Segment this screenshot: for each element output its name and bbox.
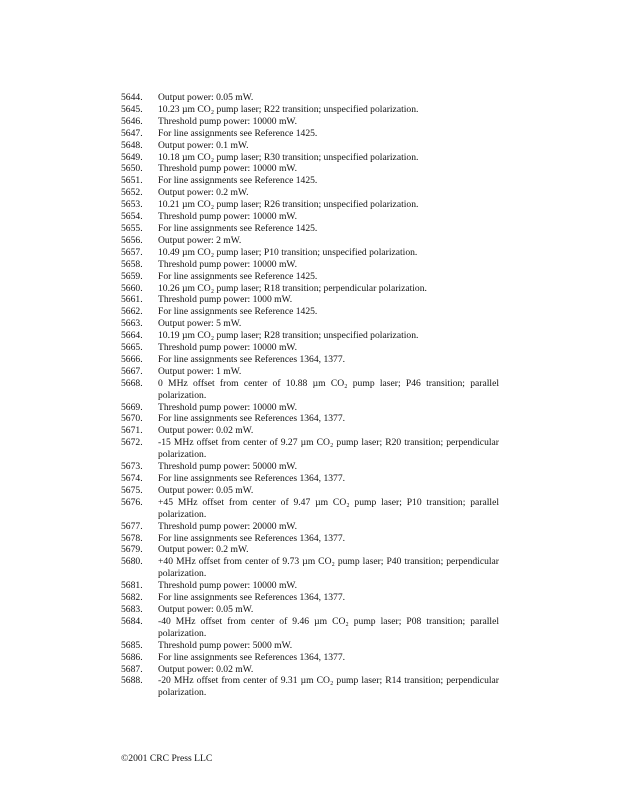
note-text: Output power: 0.2 mW. bbox=[158, 544, 249, 556]
note-text: 10.18 µm CO₂ pump laser; R30 transition; unspecified polarization. bbox=[158, 151, 419, 163]
note-text: Threshold pump power: 10000 mW. bbox=[158, 342, 298, 354]
list-item bbox=[121, 116, 499, 128]
list-item bbox=[121, 485, 499, 497]
list-item bbox=[121, 318, 499, 330]
note-text: Output power: 0.02 mW. bbox=[158, 425, 254, 437]
list-item bbox=[121, 223, 499, 235]
note-text: +45 MHz offset from center of 9.47 µm CO₂ pump laser; P10 transition; parallel polarization. bbox=[158, 496, 499, 520]
note-text: 10.26 µm CO₂ pump laser; R18 transition; perpendicular polarization. bbox=[158, 282, 427, 294]
note-number: 5663. bbox=[121, 318, 143, 330]
note-number: 5646. bbox=[121, 115, 143, 127]
note-number: 5658. bbox=[121, 258, 143, 270]
list-item bbox=[121, 521, 499, 533]
note-number: 5675. bbox=[121, 484, 143, 496]
list-item bbox=[121, 306, 499, 318]
note-text: For line assignments see References 1364, 1377. bbox=[158, 532, 346, 544]
note-number: 5679. bbox=[121, 544, 143, 556]
note-number: 5644. bbox=[121, 92, 143, 103]
note-number: 5683. bbox=[121, 603, 143, 615]
list-item bbox=[121, 128, 499, 140]
note-text: Output power: 0.05 mW. bbox=[158, 484, 254, 496]
list-item bbox=[121, 366, 499, 378]
list-item bbox=[121, 187, 499, 199]
note-number: 5670. bbox=[121, 413, 143, 425]
list-item bbox=[121, 461, 499, 473]
note-number: 5664. bbox=[121, 330, 143, 342]
note-text: For line assignments see Reference 1425. bbox=[158, 127, 318, 139]
note-text: For line assignments see References 1364, 1377. bbox=[158, 353, 346, 365]
note-number: 5647. bbox=[121, 127, 143, 139]
note-text: For line assignments see References 1364, 1377. bbox=[158, 473, 346, 484]
note-text: -15 MHz offset from center of 9.27 µm CO₂ pump laser; R20 transition; perpendicular polarization. bbox=[158, 437, 499, 461]
note-number: 5686. bbox=[121, 651, 143, 663]
list-item bbox=[121, 604, 499, 616]
note-number: 5687. bbox=[121, 663, 143, 675]
list-item bbox=[121, 211, 499, 223]
note-number: 5652. bbox=[121, 187, 143, 199]
note-number: 5681. bbox=[121, 580, 143, 592]
note-text: For line assignments see References 1364, 1377. bbox=[158, 592, 346, 604]
note-text: +40 MHz offset from center of 9.73 µm CO₂ pump laser; P40 transition; perpendicular polarization. bbox=[158, 556, 499, 580]
list-item bbox=[121, 402, 499, 414]
list-item bbox=[121, 413, 499, 425]
note-number: 5678. bbox=[121, 532, 143, 544]
note-number: 5649. bbox=[121, 151, 143, 163]
note-number: 5654. bbox=[121, 211, 143, 223]
note-text: Threshold pump power: 10000 mW. bbox=[158, 401, 298, 413]
list-item bbox=[121, 342, 499, 354]
note-text: Output power: 0.05 mW. bbox=[158, 603, 254, 615]
note-number: 5685. bbox=[121, 639, 143, 651]
note-text: For line assignments see Reference 1425. bbox=[158, 306, 318, 318]
list-item bbox=[121, 152, 499, 164]
note-text: 10.21 µm CO₂ pump laser; R26 transition; unspecified polarization. bbox=[158, 199, 419, 211]
note-text: Output power: 0.2 mW. bbox=[158, 187, 249, 199]
list-item bbox=[121, 294, 499, 306]
note-text: For line assignments see References 1364, 1377. bbox=[158, 651, 346, 663]
note-number: 5666. bbox=[121, 353, 143, 365]
note-number: 5651. bbox=[121, 175, 143, 187]
note-text: Threshold pump power: 10000 mW. bbox=[158, 163, 298, 175]
note-text: 0 MHz offset from center of 10.88 µm CO₂ pump laser; P46 transition; parallel polarization. bbox=[158, 377, 499, 401]
note-number: 5661. bbox=[121, 294, 143, 306]
list-item bbox=[121, 378, 499, 402]
note-text: Output power: 1 mW. bbox=[158, 365, 242, 377]
list-item bbox=[121, 580, 499, 592]
note-text: Threshold pump power: 5000 mW. bbox=[158, 639, 293, 651]
note-number: 5659. bbox=[121, 270, 143, 282]
note-number: 5665. bbox=[121, 342, 143, 354]
list-item bbox=[121, 675, 499, 699]
note-text: Threshold pump power: 1000 mW. bbox=[158, 294, 293, 306]
list-item bbox=[121, 199, 499, 211]
list-item bbox=[121, 283, 499, 295]
list-item bbox=[121, 104, 499, 116]
note-text: For line assignments see Reference 1425. bbox=[158, 175, 318, 187]
note-number: 5653. bbox=[121, 199, 143, 211]
list-item bbox=[121, 533, 499, 545]
note-text: For line assignments see References 1364, 1377. bbox=[158, 413, 346, 425]
note-number: 5645. bbox=[121, 103, 143, 115]
note-number: 5684. bbox=[121, 615, 143, 627]
note-text: Output power: 2 mW. bbox=[158, 234, 242, 246]
list-item bbox=[121, 592, 499, 604]
note-number: 5648. bbox=[121, 139, 143, 151]
note-text: -20 MHz offset from center of 9.31 µm CO₂ pump laser; R14 transition; perpendicular polarization. bbox=[158, 675, 499, 699]
note-number: 5656. bbox=[121, 234, 143, 246]
note-number: 5667. bbox=[121, 365, 143, 377]
note-number: 5673. bbox=[121, 461, 143, 473]
note-text: Threshold pump power: 10000 mW. bbox=[158, 258, 298, 270]
note-number: 5677. bbox=[121, 520, 143, 532]
list-item bbox=[121, 640, 499, 652]
list-item bbox=[121, 354, 499, 366]
list-item bbox=[121, 497, 499, 521]
note-text: Threshold pump power: 10000 mW. bbox=[158, 211, 298, 223]
list-item bbox=[121, 556, 499, 580]
note-text: For line assignments see Reference 1425. bbox=[158, 270, 318, 282]
list-item bbox=[121, 437, 499, 461]
note-number: 5662. bbox=[121, 306, 143, 318]
list-item bbox=[121, 92, 499, 104]
note-text: Threshold pump power: 50000 mW. bbox=[158, 461, 298, 473]
list-item bbox=[121, 473, 499, 485]
note-text: Output power: 0.05 mW. bbox=[158, 92, 254, 103]
note-number: 5676. bbox=[121, 496, 143, 508]
note-text: Output power: 0.02 mW. bbox=[158, 663, 254, 675]
note-text: 10.49 µm CO₂ pump laser; P10 transition; unspecified polarization. bbox=[158, 246, 418, 258]
list-item bbox=[121, 259, 499, 271]
note-text: -40 MHz offset from center of 9.46 µm CO₂ pump laser; P08 transition; parallel polarization. bbox=[158, 615, 499, 639]
note-number: 5657. bbox=[121, 246, 143, 258]
note-number: 5650. bbox=[121, 163, 143, 175]
note-text: Output power: 0.1 mW. bbox=[158, 139, 249, 151]
list-item bbox=[121, 616, 499, 640]
list-item bbox=[121, 425, 499, 437]
note-text: 10.23 µm CO₂ pump laser; R22 transition; unspecified polarization. bbox=[158, 103, 419, 115]
list-item bbox=[121, 175, 499, 187]
note-number: 5669. bbox=[121, 401, 143, 413]
list-item bbox=[121, 235, 499, 247]
note-text: Output power: 5 mW. bbox=[158, 318, 242, 330]
list-item bbox=[121, 163, 499, 175]
list-item bbox=[121, 247, 499, 259]
list-item bbox=[121, 652, 499, 664]
list-item bbox=[121, 330, 499, 342]
note-text: 10.19 µm CO₂ pump laser; R28 transition; unspecified polarization. bbox=[158, 330, 419, 342]
note-number: 5682. bbox=[121, 592, 143, 604]
notes-list bbox=[121, 92, 499, 699]
note-number: 5674. bbox=[121, 473, 143, 484]
list-item bbox=[121, 544, 499, 556]
note-number: 5671. bbox=[121, 425, 143, 437]
note-number: 5672. bbox=[121, 437, 143, 449]
note-text: Threshold pump power: 20000 mW. bbox=[158, 520, 298, 532]
note-number: 5680. bbox=[121, 556, 143, 568]
note-number: 5668. bbox=[121, 377, 143, 389]
list-item bbox=[121, 664, 499, 676]
list-item bbox=[121, 271, 499, 283]
note-text: Threshold pump power: 10000 mW. bbox=[158, 115, 298, 127]
note-number: 5660. bbox=[121, 282, 143, 294]
note-number: 5655. bbox=[121, 222, 143, 234]
note-text: For line assignments see Reference 1425. bbox=[158, 222, 318, 234]
copyright-footer: ©2001 CRC Press LLC bbox=[121, 753, 213, 764]
note-number: 5688. bbox=[121, 675, 143, 687]
note-text: Threshold pump power: 10000 mW. bbox=[158, 580, 298, 592]
list-item bbox=[121, 140, 499, 152]
